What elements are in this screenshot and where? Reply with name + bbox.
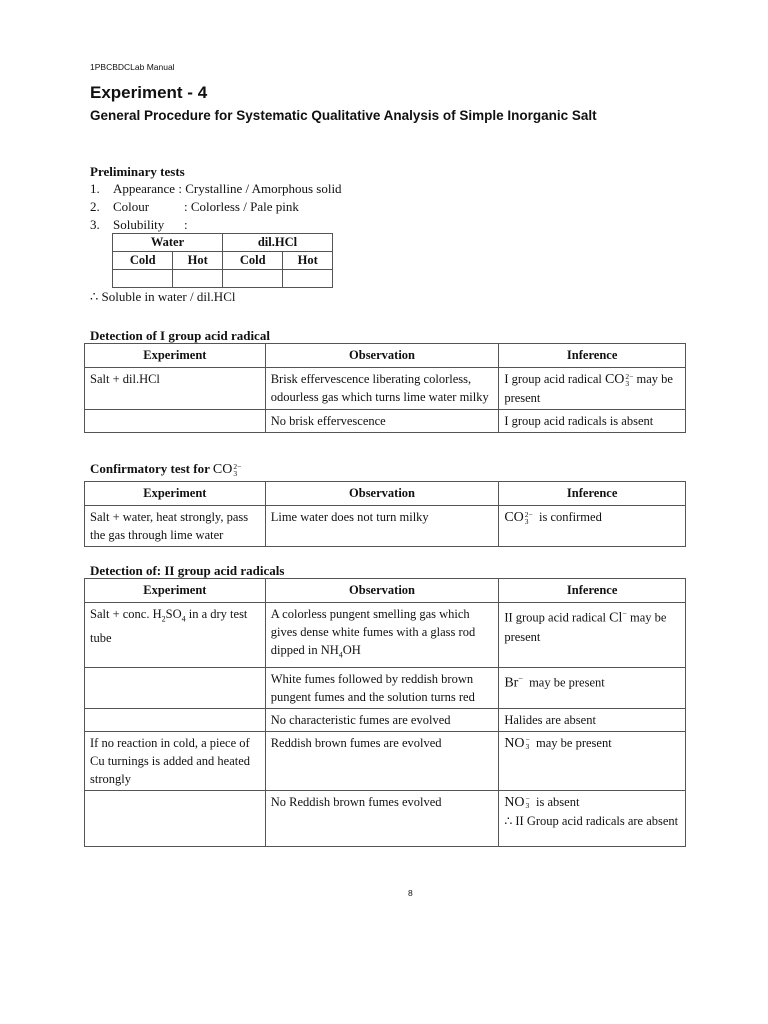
solubility-subhead: Hot	[173, 252, 223, 270]
carbonate-ion: CO 2− 3	[604, 371, 634, 388]
column-header-observation: Observation	[265, 579, 499, 603]
table-row: White fumes followed by reddish brown pungent fumes and the solution turns red Br− may be present	[85, 667, 686, 708]
page-number: 8	[408, 888, 413, 898]
confirm-table	[84, 481, 686, 547]
solubility-blank-cell	[113, 270, 173, 288]
confirm-heading: Confirmatory test for CO 2− 3	[90, 461, 242, 478]
preliminary-heading: Preliminary tests	[90, 164, 185, 179]
solubility-blank-cell	[222, 270, 282, 288]
column-header-observation: Observation	[265, 344, 499, 368]
preliminary-item-solubility: 3. Solubility :	[90, 217, 188, 232]
solubility-group-dilhcl: dil.HCl	[222, 234, 332, 252]
group1-table	[84, 343, 686, 433]
solubility-subhead: Cold	[222, 252, 282, 270]
table-row: Salt + water, heat strongly, pass the gas through lime water Lime water does not turn milky CO 2− 3 is confirmed	[85, 506, 686, 547]
solubility-blank-cell	[173, 270, 223, 288]
solubility-conclusion: ∴ Soluble in water / dil.HCl	[90, 289, 236, 304]
column-header-inference: Inference	[499, 579, 686, 603]
table-row: No Reddish brown fumes evolved NO − 3 is absent ∴ II Group acid radicals are absent	[85, 790, 686, 846]
solubility-table	[112, 233, 333, 288]
column-header-experiment: Experiment	[85, 579, 266, 603]
solubility-group-water: Water	[113, 234, 223, 252]
carbonate-ion: CO 2− 3	[504, 509, 533, 526]
column-header-experiment: Experiment	[85, 344, 266, 368]
column-header-inference: Inference	[499, 482, 686, 506]
table-row: If no reaction in cold, a piece of Cu turnings is added and heated strongly Reddish brown fumes are evolved NO − 3 may be present	[85, 731, 686, 790]
experiment-subtitle: General Procedure for Systematic Qualitative Analysis of Simple Inorganic Salt	[90, 108, 597, 123]
group1-heading: Detection of I group acid radical	[90, 328, 270, 343]
chloride-ion: Cl−	[609, 609, 627, 626]
preliminary-item-appearance: 1. Appearance : Crystalline / Amorphous solid	[90, 181, 342, 196]
group2-table	[84, 578, 686, 847]
experiment-title: Experiment - 4	[90, 83, 208, 102]
column-header-inference: Inference	[499, 344, 686, 368]
solubility-subhead: Hot	[283, 252, 333, 270]
solubility-subhead: Cold	[113, 252, 173, 270]
column-header-experiment: Experiment	[85, 482, 266, 506]
carbonate-ion: CO 2− 3	[212, 461, 242, 478]
solubility-blank-cell	[283, 270, 333, 288]
table-row: No characteristic fumes are evolved Halides are absent	[85, 708, 686, 731]
group2-heading: Detection of: II group acid radicals	[90, 563, 285, 578]
preliminary-item-colour: 2. Colour : Colorless / Pale pink	[90, 199, 299, 214]
table-row: Salt + conc. $H_2SO_4$ in a dry test tube A colorless pungent smelling gas which gives dense white fumes with a glass rod dipped in $NH_4OH$ II group acid radical Cl− may be present	[85, 603, 686, 668]
nitrate-ion: NO − 3	[504, 794, 530, 811]
bromide-ion: Br−	[504, 673, 523, 691]
nitrate-ion: NO − 3	[504, 735, 530, 752]
column-header-observation: Observation	[265, 482, 499, 506]
table-row: Salt + dil.HCl Brisk effervescence liberating colorless, odourless gas which turns lime water milky I group acid radical CO 2− 3 may be present	[85, 368, 686, 410]
header-note: 1PBCBDCLab Manual	[90, 62, 175, 72]
table-row: No brisk effervescence I group acid radicals is absent	[85, 410, 686, 433]
